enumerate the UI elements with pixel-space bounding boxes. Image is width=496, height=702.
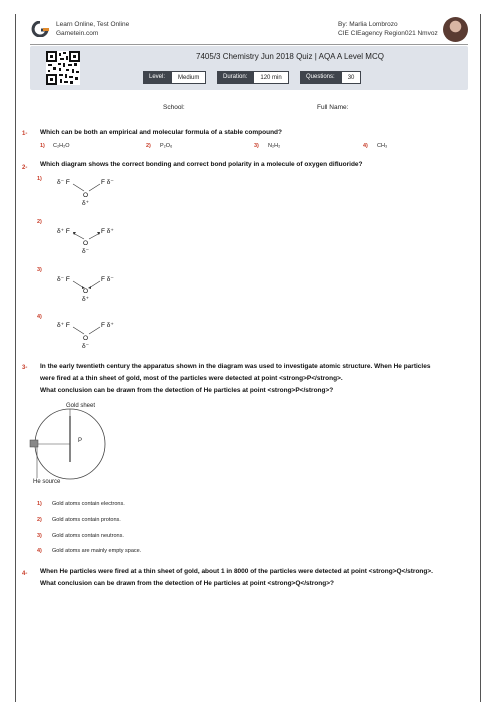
level-label: Level: bbox=[143, 71, 171, 84]
question-text-line-2: were fired at a thin sheet of gold, most of the particles were detected at point <strong>P</strong>. bbox=[40, 375, 343, 382]
full-name-field[interactable]: Full Name: bbox=[317, 104, 349, 111]
bond-diagram-3[interactable] bbox=[52, 271, 122, 305]
question-number: 2- bbox=[22, 165, 28, 171]
source-label: He source bbox=[33, 479, 61, 485]
svg-text:δ⁻: δ⁻ bbox=[82, 343, 90, 350]
svg-text:O: O bbox=[83, 240, 89, 247]
header-brand bbox=[30, 20, 129, 38]
level-value: Medium bbox=[171, 71, 206, 84]
svg-text:δ⁺ F: δ⁺ F bbox=[57, 228, 70, 235]
avatar bbox=[443, 17, 468, 42]
question-number: 4- bbox=[22, 571, 28, 577]
quiz-title: 7405/3 Chemistry Jun 2018 Quiz | AQA A Level MCQ bbox=[196, 52, 384, 61]
option-number: 4) bbox=[37, 314, 42, 320]
page-frame bbox=[15, 14, 481, 702]
duration-value: 120 min bbox=[253, 71, 288, 84]
option-number: 3) bbox=[37, 533, 42, 539]
site-name[interactable]: Gametein.com bbox=[56, 30, 99, 37]
svg-text:δ⁺: δ⁺ bbox=[82, 296, 90, 303]
svg-text:F δ⁻: F δ⁻ bbox=[101, 276, 114, 283]
option-number: 1) bbox=[37, 501, 42, 507]
option-text[interactable]: Gold atoms contain neutrons. bbox=[52, 533, 124, 539]
option-text[interactable]: CH₃ bbox=[377, 143, 388, 149]
qr-code-icon bbox=[46, 51, 80, 85]
gametein-logo-icon bbox=[30, 21, 50, 37]
svg-text:F δ⁻: F δ⁻ bbox=[101, 179, 114, 186]
header-divider bbox=[30, 44, 468, 45]
option-number: 2) bbox=[37, 219, 42, 225]
svg-text:O: O bbox=[83, 288, 89, 295]
questions-badge bbox=[300, 71, 361, 84]
question-text: Which can be both an empirical and molecular formula of a stable compound? bbox=[40, 129, 282, 136]
svg-text:δ⁺: δ⁺ bbox=[82, 200, 90, 207]
option-number: 1) bbox=[37, 176, 42, 182]
point-p-label: P bbox=[78, 438, 83, 444]
level-badge bbox=[143, 71, 206, 84]
option-number: 4) bbox=[363, 143, 368, 149]
svg-text:F δ⁺: F δ⁺ bbox=[101, 322, 114, 329]
bond-diagram-4[interactable] bbox=[52, 318, 122, 352]
question-text-line-1: When He particles were fired at a thin sheet of gold, about 1 in 8000 of the particles were detected at point <strong>Q</strong>. bbox=[40, 568, 433, 575]
option-text[interactable]: P₂O₆ bbox=[160, 143, 173, 149]
gold-sheet-label: Gold sheet bbox=[66, 403, 96, 409]
tagline: Learn Online, Test Online bbox=[56, 21, 130, 28]
option-text[interactable]: N₂H₂ bbox=[268, 143, 281, 149]
bond-diagram-2[interactable] bbox=[52, 222, 122, 256]
author-org: CIE CIEagency Region021 Nmvoz bbox=[338, 30, 438, 37]
svg-text:F δ⁺: F δ⁺ bbox=[101, 228, 114, 235]
svg-text:O: O bbox=[83, 335, 89, 342]
option-number: 2) bbox=[146, 143, 151, 149]
option-text[interactable]: Gold atoms contain protons. bbox=[52, 517, 121, 523]
svg-text:δ⁻ F: δ⁻ F bbox=[57, 276, 70, 283]
question-text-line-3: What conclusion can be drawn from the detection of He particles at point <strong>P</strong>? bbox=[40, 387, 334, 394]
question-text-line-2: What conclusion can be drawn from the detection of He particles at point <strong>Q</strong>? bbox=[40, 580, 334, 587]
option-number: 2) bbox=[37, 517, 42, 523]
bond-diagram-1[interactable] bbox=[52, 176, 122, 212]
author-name: By: Marlia Lombrozo bbox=[338, 21, 398, 28]
question-text: Which diagram shows the correct bonding and correct bond polarity in a molecule of oxygen difluoride? bbox=[40, 161, 363, 168]
option-number: 3) bbox=[37, 267, 42, 273]
option-number: 4) bbox=[37, 548, 42, 554]
question-number: 1- bbox=[22, 131, 28, 137]
svg-text:δ⁻ F: δ⁻ F bbox=[57, 179, 70, 186]
questions-label: Questions: bbox=[300, 71, 341, 84]
svg-text:δ⁻: δ⁻ bbox=[82, 248, 90, 254]
svg-text:δ⁺ F: δ⁺ F bbox=[57, 322, 70, 329]
school-field[interactable]: School: bbox=[163, 104, 185, 111]
option-text[interactable]: Gold atoms contain electrons. bbox=[52, 501, 125, 507]
question-number: 3- bbox=[22, 365, 28, 371]
option-text[interactable]: Gold atoms are mainly empty space. bbox=[52, 548, 142, 554]
duration-label: Duration: bbox=[217, 71, 253, 84]
questions-value: 30 bbox=[341, 71, 362, 84]
svg-text:O: O bbox=[83, 192, 89, 199]
question-text-line-1: In the early twentieth century the apparatus shown in the diagram was used to investigate atomic structure. When He particles bbox=[40, 363, 431, 370]
option-number: 3) bbox=[254, 143, 259, 149]
option-text[interactable]: C₂H₂O bbox=[53, 143, 70, 149]
option-number: 1) bbox=[40, 143, 45, 149]
author-block bbox=[338, 20, 438, 38]
duration-badge bbox=[217, 71, 289, 84]
